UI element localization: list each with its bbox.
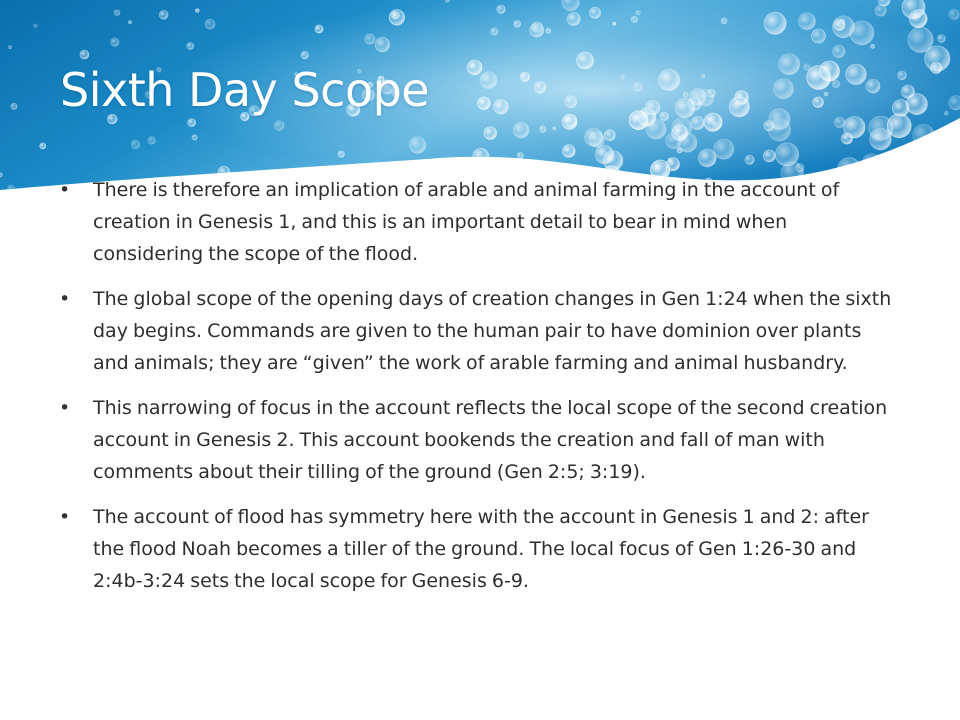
bubble-decoration	[480, 72, 497, 89]
bubble-decoration	[562, 145, 575, 158]
bullet-text: This narrowing of focus in the account reflects the local scope of the second creation account in Genesis 2. This account bookends the creation and fall of man with comments about their tilling of the ground (Gen 2:5; 3:19).	[93, 397, 888, 483]
bubble-decoration	[445, 0, 449, 2]
bubble-decoration	[589, 7, 600, 18]
bubble-decoration	[704, 113, 722, 131]
bubble-decoration	[763, 150, 775, 162]
bullet-marker: •	[59, 397, 71, 419]
bubble-decoration	[9, 46, 12, 49]
bubble-decoration	[812, 29, 826, 43]
bubble-decoration	[949, 96, 960, 110]
bubble-decoration	[949, 9, 960, 20]
bubble-decoration	[484, 127, 496, 139]
bubble-decoration	[205, 19, 215, 29]
bubble-decoration	[690, 89, 706, 105]
bubble-decoration	[866, 79, 880, 93]
bubble-decoration	[768, 119, 791, 142]
bubble-decoration	[467, 60, 482, 75]
bubble-decoration	[275, 121, 284, 130]
bubble-decoration	[909, 10, 927, 28]
bubble-decoration	[546, 28, 551, 33]
bubble-decoration	[779, 54, 800, 75]
bubble-decoration	[631, 16, 637, 22]
bubble-decoration	[937, 34, 945, 42]
bullet-item	[58, 174, 900, 270]
bubble-decoration	[0, 173, 2, 177]
bubble-decoration	[944, 111, 948, 115]
bubble-decoration	[604, 130, 615, 141]
bubble-decoration	[833, 16, 855, 38]
bubble-decoration	[913, 124, 935, 146]
bubble-decoration	[159, 10, 168, 19]
bubble-decoration	[875, 5, 886, 16]
bubble-decoration	[633, 82, 642, 91]
bubble-decoration	[478, 97, 490, 109]
bubble-decoration	[513, 122, 529, 138]
bubble-decoration	[111, 38, 119, 46]
bubble-decoration	[577, 52, 594, 69]
bubble-decoration	[714, 139, 734, 159]
bubble-decoration	[565, 96, 577, 108]
bullet-item	[58, 283, 900, 379]
bubble-decoration	[638, 108, 656, 126]
bubble-decoration	[833, 45, 845, 57]
bubble-decoration	[702, 75, 705, 78]
bubble-decoration	[613, 22, 616, 25]
bubble-decoration	[764, 12, 786, 34]
bubble-decoration	[517, 152, 523, 158]
bubble-decoration	[870, 128, 892, 150]
bubble-decoration	[534, 82, 546, 94]
bullet-item	[58, 392, 900, 488]
bubble-decoration	[660, 112, 668, 120]
bubble-decoration	[846, 64, 866, 84]
bullet-list	[58, 174, 900, 610]
bubble-decoration	[721, 18, 727, 24]
bubble-decoration	[832, 80, 839, 87]
bullet-marker: •	[59, 179, 71, 201]
bubble-decoration	[196, 9, 200, 13]
bubble-decoration	[188, 119, 196, 127]
bubble-decoration	[497, 5, 505, 13]
bubble-decoration	[301, 51, 308, 58]
bubble-decoration	[192, 135, 197, 140]
bubble-decoration	[668, 158, 671, 161]
bubble-decoration	[491, 28, 498, 35]
bubble-decoration	[80, 50, 89, 59]
bubble-decoration	[11, 103, 17, 109]
bubble-decoration	[898, 71, 907, 80]
bubble-decoration	[473, 148, 489, 164]
bubble-decoration	[514, 21, 521, 28]
bubble-decoration	[40, 143, 46, 149]
bubble-decoration	[315, 25, 323, 33]
bubble-decoration	[34, 24, 38, 28]
bubble-decoration	[565, 115, 577, 127]
bullet-marker: •	[59, 288, 71, 310]
bubble-decoration	[636, 10, 641, 15]
bubble-decoration	[698, 149, 716, 167]
bubble-decoration	[539, 126, 546, 133]
bullet-marker: •	[59, 506, 71, 528]
bubble-decoration	[908, 179, 913, 184]
bubble-decoration	[813, 97, 823, 107]
bubble-decoration	[409, 137, 426, 154]
bubble-decoration	[906, 94, 927, 115]
bubble-decoration	[887, 114, 911, 138]
bubble-decoration	[735, 91, 749, 105]
bubble-decoration	[745, 155, 754, 164]
bubble-decoration	[691, 116, 704, 129]
bubble-decoration	[799, 13, 816, 30]
bullet-text: The global scope of the opening days of creation changes in Gen 1:24 when the sixth day begins. Commands are given to the human pair to have dominion over plants and animals; they are “given” the work of arable farming and animal husbandry.	[93, 288, 892, 374]
bubble-decoration	[912, 141, 921, 150]
bubble-decoration	[148, 137, 156, 145]
bubble-decoration	[917, 156, 942, 181]
bullet-text: There is therefore an implication of arable and animal farming in the account of creation in Genesis 1, and this is an important detail to bear in mind when considering the scope of the flood.	[93, 179, 840, 265]
bubble-decoration	[8, 185, 15, 192]
bubble-decoration	[621, 75, 625, 79]
bubble-decoration	[553, 127, 556, 130]
bubble-decoration	[128, 21, 131, 24]
bubble-decoration	[683, 92, 688, 97]
bubble-decoration	[804, 64, 811, 71]
bullet-text: The account of flood has symmetry here with the account in Genesis 1 and 2: after the flood Noah becomes a tiller of the ground. The local focus of Gen 1:26-30 and 2:4b-3:24 sets the local scope for Genesis 6-9.	[93, 506, 869, 592]
bubble-decoration	[187, 42, 194, 49]
bubble-decoration	[773, 79, 793, 99]
bullet-item	[58, 501, 900, 597]
bubble-decoration	[530, 23, 544, 37]
bubble-decoration	[871, 45, 875, 49]
bubble-decoration	[672, 118, 692, 138]
bubble-decoration	[796, 163, 804, 171]
bubble-decoration	[338, 151, 344, 157]
slide-title: Sixth Day Scope	[60, 63, 430, 117]
bubble-decoration	[494, 99, 509, 114]
bubble-decoration	[908, 27, 933, 52]
bubble-decoration	[567, 12, 580, 25]
bubble-decoration	[131, 140, 139, 148]
bubble-decoration	[520, 72, 529, 81]
bubble-decoration	[392, 11, 400, 19]
bubble-decoration	[585, 128, 603, 146]
bubble-decoration	[862, 154, 881, 173]
bubble-decoration	[659, 69, 680, 90]
bubble-decoration	[841, 133, 852, 144]
bubble-decoration	[365, 34, 375, 44]
bubble-decoration	[375, 37, 390, 52]
bubble-decoration	[819, 61, 839, 81]
bubble-decoration	[603, 151, 623, 171]
bubble-decoration	[824, 92, 828, 96]
bubble-decoration	[114, 10, 120, 16]
